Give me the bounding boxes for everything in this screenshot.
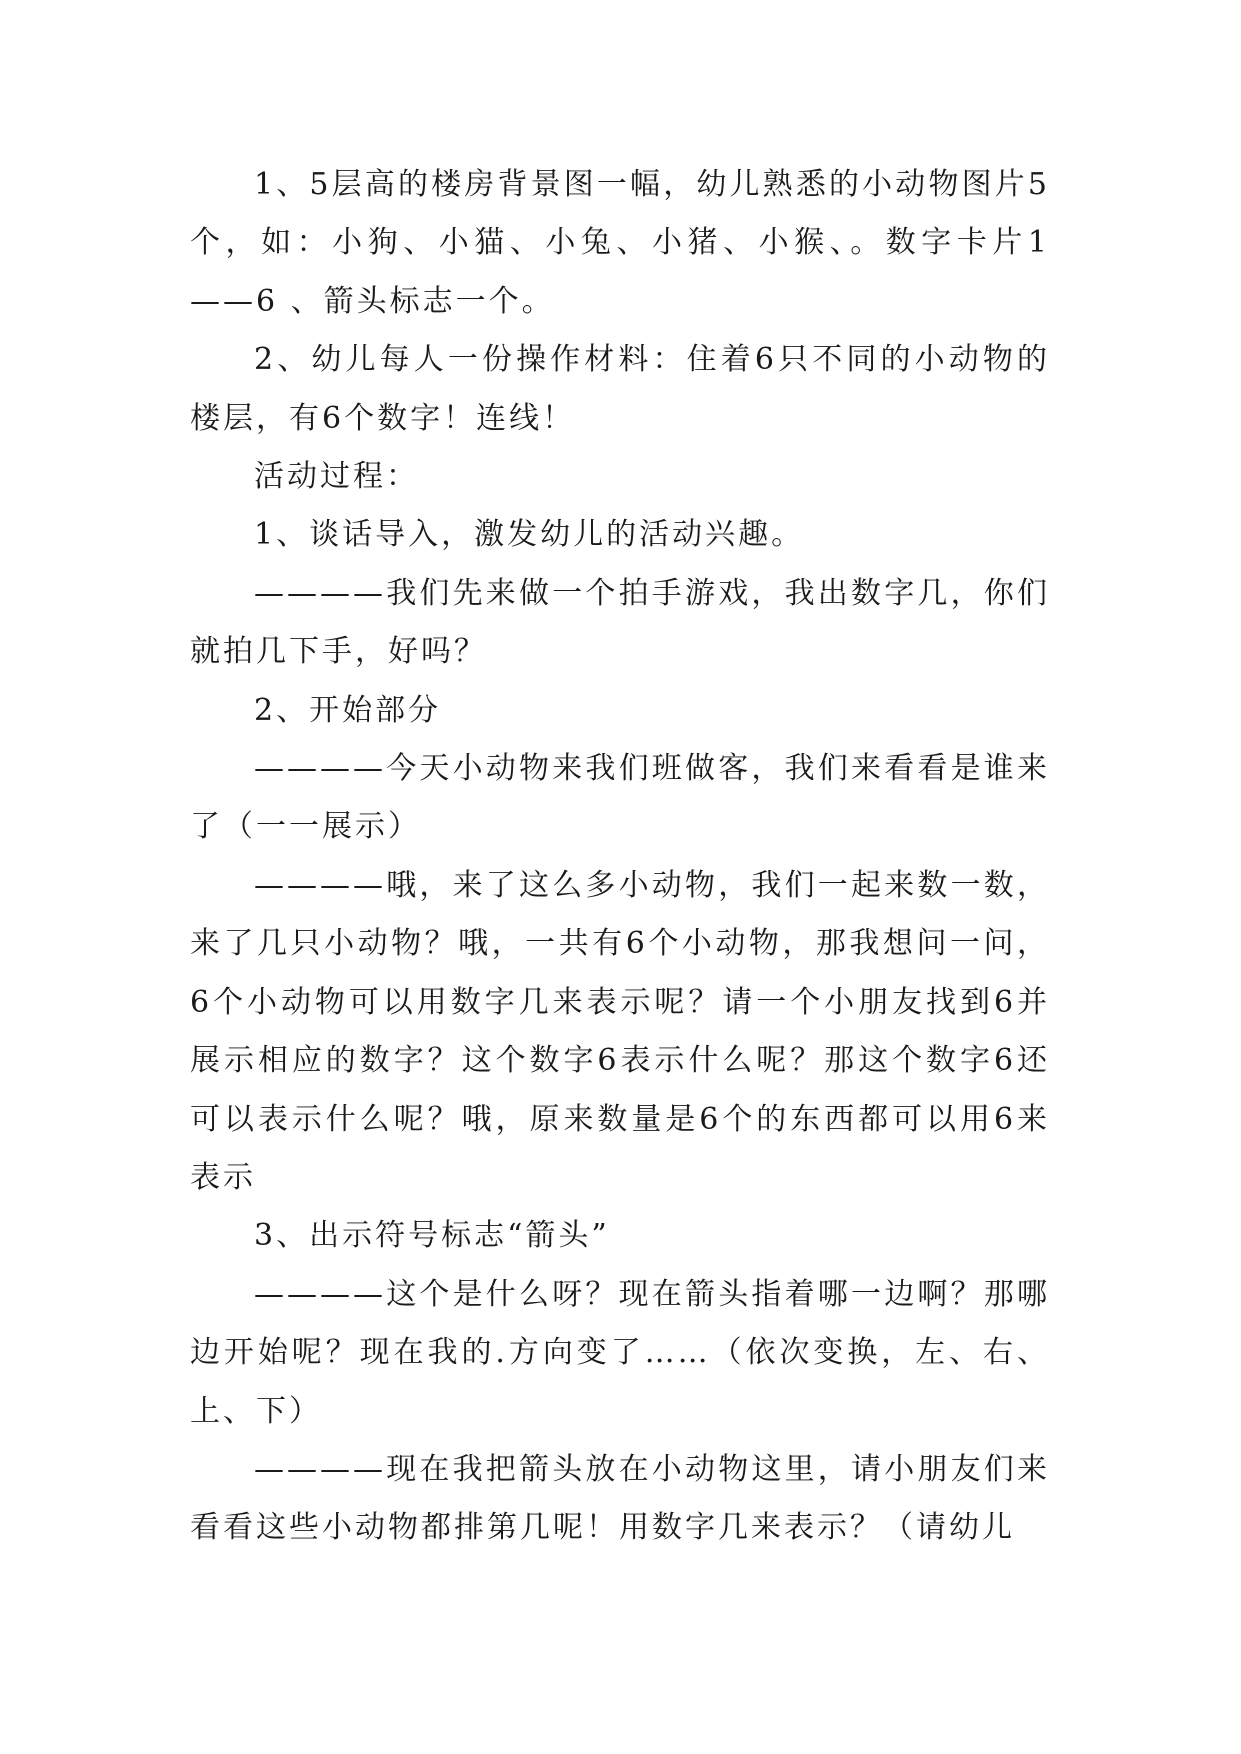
paragraph-dialogue-arrow: ————这个是什么呀？现在箭头指着哪一边啊？那哪边开始呢？现在我的.方向变了……（依次变换，左、右、上、下） <box>190 1276 1050 1429</box>
paragraph-materials-1: 1、5层高的楼房背景图一幅，幼儿熟悉的小动物图片5个，如：小狗、小猫、小兔、小猪、小猴、。数字卡片1——6 、箭头标志一个。 <box>190 167 1050 319</box>
paragraph-step-3: 3、出示符号标志“箭头” <box>254 1218 610 1254</box>
document-body <box>190 156 1050 1558</box>
paragraph-dialogue-counting: ————哦，来了这么多小动物，我们一起来数一数，来了几只小动物？哦，一共有6个小动物，那我想问一问，6个小动物可以用数字几来表示呢？请一个小朋友找到6并展示相应的数字？这个数字6表示什么呢？那这个数字6还可以表示什么呢？哦，原来数量是6个的东西都可以用6来表示 <box>190 867 1050 1195</box>
paragraph-dialogue-clapping: ————我们先来做一个拍手游戏，我出数字几，你们就拍几下手，好吗？ <box>190 575 1050 670</box>
paragraph-step-1: 1、谈话导入，激发幼儿的活动兴趣。 <box>254 517 805 553</box>
paragraph-dialogue-guests: ————今天小动物来我们班做客，我们来看看是谁来了（一一展示） <box>190 751 1050 845</box>
paragraph-dialogue-ordering: ————现在我把箭头放在小动物这里，请小朋友们来看看这些小动物都排第几呢！用数字几来表示？（请幼儿 <box>190 1451 1050 1546</box>
paragraph-materials-2: 2、幼儿每人一份操作材料：住着6只不同的小动物的楼层，有6个数字！连线！ <box>190 342 1050 436</box>
section-heading-activity-process: 活动过程： <box>254 459 419 495</box>
paragraph-step-2: 2、开始部分 <box>254 692 442 728</box>
